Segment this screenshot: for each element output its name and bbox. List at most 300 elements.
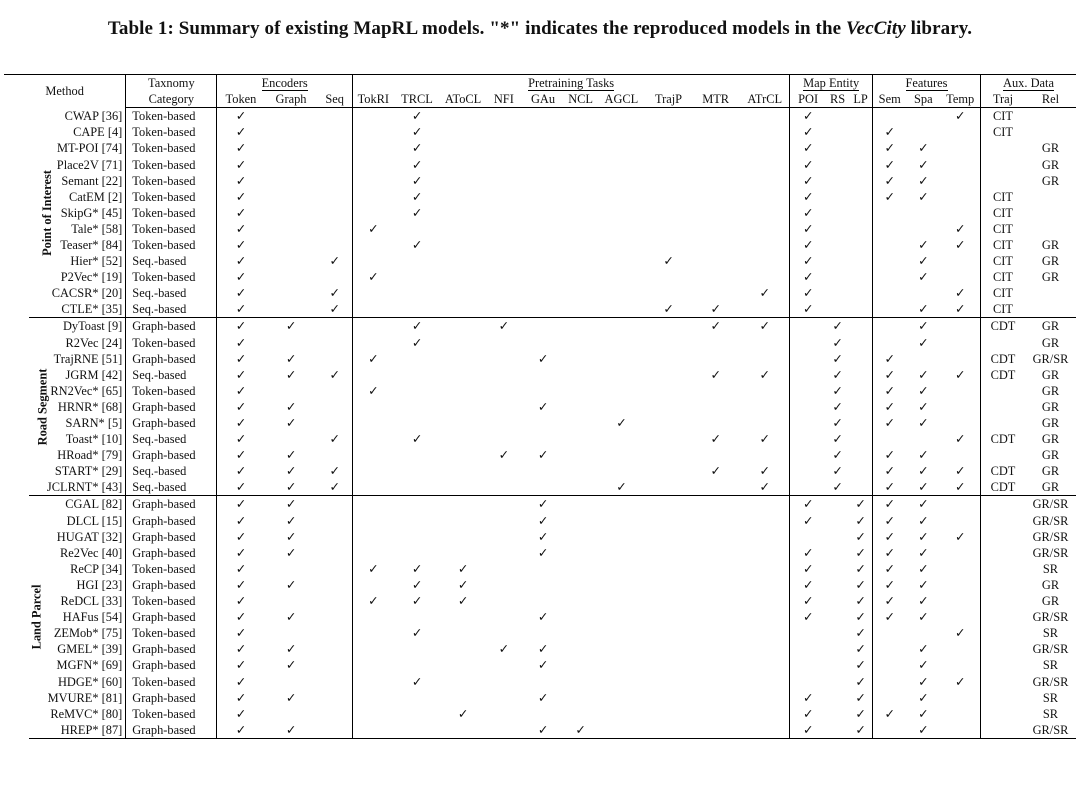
empty-cell [597,301,646,318]
check-mark-icon: ✓ [918,529,929,544]
empty-cell [740,706,790,722]
aux-rel-cell: GR/SR [1032,497,1069,512]
aux-rel-cell: GR [1041,254,1060,269]
empty-cell [394,657,441,673]
method-cell: DLCL [15] [29,513,125,529]
table-row [4,447,1076,463]
method-cell: MT-POI [74] [29,140,125,156]
empty-cell [646,706,692,722]
caption-suffix: library. [905,18,973,39]
empty-cell [486,415,522,431]
check-mark-icon: ✓ [918,448,929,463]
empty-cell [597,625,646,641]
aux-traj-cell [981,641,1025,657]
empty-cell [597,657,646,673]
header-group-map-entity: Map Entity [790,75,873,92]
aux-traj-cell: CDT [990,351,1016,366]
check-mark-icon: ✓ [235,205,247,220]
aux-rel-cell [1025,189,1076,205]
empty-cell [940,447,980,463]
empty-cell [826,593,849,609]
aux-traj-cell: CDT [990,464,1016,479]
empty-cell [691,108,740,125]
empty-cell [597,673,646,689]
empty-cell [317,593,352,609]
method-cell: ReMVC* [80] [29,706,125,722]
empty-cell [691,609,740,625]
check-mark-icon: ✓ [235,513,247,528]
empty-cell [740,415,790,431]
header-group-pretraining: Pretraining Tasks [352,75,789,92]
empty-cell [646,189,692,205]
empty-cell [826,173,849,189]
empty-cell [691,529,740,545]
check-mark-icon: ✓ [918,237,929,252]
check-mark-icon: ✓ [537,545,549,560]
empty-cell [906,285,940,301]
aux-rel-cell: GR/SR [1032,513,1069,528]
empty-cell [352,625,393,641]
category-cell: Token-based [126,221,217,237]
empty-cell [440,479,486,496]
empty-cell [352,415,393,431]
empty-cell [826,156,849,172]
empty-cell [646,673,692,689]
check-mark-icon: ✓ [802,189,814,204]
empty-cell [691,205,740,221]
check-mark-icon: ✓ [411,577,423,592]
empty-cell [564,706,597,722]
check-mark-icon: ✓ [802,157,814,172]
empty-cell [486,593,522,609]
check-mark-icon: ✓ [832,335,843,350]
category-cell: Token-based [126,205,217,221]
category-cell: Graph-based [126,657,217,673]
check-mark-icon: ✓ [537,658,549,673]
category-cell: Token-based [126,706,217,722]
check-mark-icon: ✓ [940,108,980,125]
table-row [4,351,1076,367]
empty-cell [265,253,318,269]
aux-rel-cell [1025,285,1076,301]
empty-cell [486,269,522,285]
check-mark-icon: ✓ [940,625,980,641]
check-mark-icon: ✓ [537,399,549,414]
empty-cell [826,221,849,237]
empty-cell [564,140,597,156]
empty-cell [440,335,486,351]
empty-cell [740,237,790,253]
empty-cell [522,124,564,140]
empty-cell [906,221,940,237]
method-cell: Place2V [71] [29,156,125,172]
empty-cell [646,479,692,496]
check-mark-icon: ✓ [235,141,247,156]
empty-cell [940,253,980,269]
empty-cell [394,690,441,706]
empty-cell [394,285,441,301]
header-taxonomy-line1: Taxnomy [126,75,217,92]
table-row [4,237,1076,253]
check-mark-icon: ✓ [740,431,790,447]
empty-cell [564,301,597,318]
empty-cell [317,140,352,156]
check-mark-icon: ✓ [411,157,423,172]
aux-rel-cell: GR [1041,157,1060,172]
check-mark-icon: ✓ [616,416,627,431]
empty-cell [597,706,646,722]
empty-cell [265,625,318,641]
check-mark-icon: ✓ [265,479,318,496]
empty-cell [940,593,980,609]
empty-cell [740,447,790,463]
empty-cell [646,269,692,285]
empty-cell [940,722,980,739]
empty-cell [691,189,740,205]
check-mark-icon: ✓ [802,125,814,140]
aux-rel-cell [1025,124,1076,140]
check-mark-icon: ✓ [849,609,872,625]
empty-cell [826,513,849,529]
aux-rel-cell: GR [1041,237,1060,252]
check-mark-icon: ✓ [918,658,929,673]
check-mark-icon: ✓ [884,141,895,156]
table-row [4,529,1076,545]
check-mark-icon: ✓ [832,464,843,479]
check-mark-icon: ✓ [285,399,297,414]
method-cell: CTLE* [35] [29,301,125,318]
empty-cell [522,285,564,301]
method-cell: CatEM [2] [29,189,125,205]
empty-cell [826,496,849,513]
table-header [4,75,1076,108]
empty-cell [646,124,692,140]
empty-cell [940,124,980,140]
check-mark-icon: ✓ [235,577,247,592]
empty-cell [352,690,393,706]
check-mark-icon: ✓ [235,529,247,544]
check-mark-icon: ✓ [802,577,814,592]
empty-cell [440,140,486,156]
empty-cell [522,253,564,269]
check-mark-icon: ✓ [884,157,895,172]
table-row [4,593,1076,609]
table-row [4,577,1076,593]
empty-cell [440,253,486,269]
empty-cell [646,108,692,125]
empty-cell [940,496,980,513]
empty-cell [522,367,564,383]
empty-cell [522,625,564,641]
method-cell: SkipG* [45] [29,205,125,221]
empty-cell [873,221,907,237]
check-mark-icon: ✓ [884,173,895,188]
check-mark-icon: ✓ [285,610,297,625]
empty-cell [691,383,740,399]
empty-cell [352,447,393,463]
table-row [4,285,1076,301]
category-cell: Graph-based [126,351,217,367]
check-mark-icon: ✓ [235,464,247,479]
empty-cell [440,399,486,415]
empty-cell [597,496,646,513]
empty-cell [317,577,352,593]
empty-cell [826,529,849,545]
empty-cell [873,690,907,706]
empty-cell [564,673,597,689]
check-mark-icon: ✓ [918,561,929,576]
empty-cell [564,351,597,367]
check-mark-icon: ✓ [457,577,469,592]
aux-rel-cell: GR [1041,367,1060,382]
empty-cell [486,545,522,561]
check-mark-icon: ✓ [285,319,297,334]
empty-cell [646,367,692,383]
aux-traj-cell [981,140,1025,156]
empty-cell [317,673,352,689]
aux-traj-cell: CIT [993,221,1013,236]
table-row [4,545,1076,561]
table-row [4,383,1076,399]
empty-cell [486,351,522,367]
empty-cell [486,625,522,641]
aux-traj-cell [981,609,1025,625]
empty-cell [394,415,441,431]
empty-cell [486,722,522,739]
aux-traj-cell [981,577,1025,593]
empty-cell [564,399,597,415]
category-cell: Graph-based [126,690,217,706]
empty-cell [265,383,318,399]
empty-cell [564,577,597,593]
empty-cell [849,383,872,399]
aux-traj-cell: CIT [993,125,1013,140]
empty-cell [564,690,597,706]
method-cell: HAFus [54] [29,609,125,625]
empty-cell [597,383,646,399]
check-mark-icon: ✓ [849,545,872,561]
aux-rel-cell: GR/SR [1025,722,1076,739]
empty-cell [849,205,872,221]
empty-cell [317,447,352,463]
empty-cell [849,108,872,125]
header-col-trcl: TRCL [394,91,441,108]
table-row [4,140,1076,156]
empty-cell [646,529,692,545]
empty-cell [564,625,597,641]
table-row [4,641,1076,657]
empty-cell [597,285,646,301]
empty-cell [440,545,486,561]
check-mark-icon: ✓ [832,319,843,334]
empty-cell [597,253,646,269]
empty-cell [265,140,318,156]
check-mark-icon: ✓ [884,399,895,414]
empty-cell [740,657,790,673]
category-cell: Graph-based [126,318,217,335]
empty-cell [317,335,352,351]
empty-cell [352,609,393,625]
category-cell: Token-based [126,625,217,641]
empty-cell [940,561,980,577]
check-mark-icon: ✓ [790,301,826,318]
category-cell: Graph-based [126,641,217,657]
check-mark-icon: ✓ [832,432,843,447]
check-mark-icon: ✓ [235,109,247,124]
empty-cell [522,173,564,189]
empty-cell [906,351,940,367]
method-cell: CAPE [4] [29,124,125,140]
check-mark-icon: ✓ [918,464,929,479]
method-cell: RN2Vec* [65] [29,383,125,399]
aux-traj-cell [981,173,1025,189]
empty-cell [440,513,486,529]
check-mark-icon: ✓ [368,383,379,398]
table-row [4,690,1076,706]
aux-rel-cell: GR [1041,448,1060,463]
empty-cell [940,318,980,335]
check-mark-icon: ✓ [918,706,929,721]
check-mark-icon: ✓ [235,221,247,236]
aux-traj-cell [981,657,1025,673]
check-mark-icon: ✓ [411,173,423,188]
empty-cell [597,221,646,237]
empty-cell [849,253,872,269]
empty-cell [440,189,486,205]
empty-cell [646,415,692,431]
empty-cell [906,124,940,140]
empty-cell [790,335,826,351]
category-cell: Graph-based [126,447,217,463]
check-mark-icon: ✓ [849,657,872,673]
check-mark-icon: ✓ [537,690,549,705]
check-mark-icon: ✓ [285,642,297,657]
empty-cell [440,529,486,545]
empty-cell [849,351,872,367]
empty-cell [317,269,352,285]
header-col-agcl: AGCL [597,91,646,108]
empty-cell [394,609,441,625]
empty-cell [486,221,522,237]
empty-cell [849,173,872,189]
empty-cell [564,156,597,172]
aux-rel-cell: SR [1042,658,1059,673]
empty-cell [564,189,597,205]
empty-cell [440,625,486,641]
empty-cell [646,237,692,253]
category-cell: Graph-based [126,609,217,625]
check-mark-icon: ✓ [849,673,872,689]
empty-cell [940,383,980,399]
summary-table [4,74,1076,739]
empty-cell [646,221,692,237]
empty-cell [646,657,692,673]
check-mark-icon: ✓ [522,722,564,739]
check-mark-icon: ✓ [265,722,318,739]
empty-cell [790,399,826,415]
empty-cell [597,335,646,351]
empty-cell [790,641,826,657]
check-mark-icon: ✓ [918,367,929,382]
empty-cell [352,285,393,301]
empty-cell [352,479,393,496]
check-mark-icon: ✓ [710,319,721,334]
check-mark-icon: ✓ [918,173,929,188]
empty-cell [394,496,441,513]
aux-rel-cell: GR [1025,479,1076,496]
empty-cell [352,673,393,689]
empty-cell [740,561,790,577]
empty-cell [740,301,790,318]
empty-cell [849,189,872,205]
empty-cell [522,156,564,172]
category-cell: Seq.-based [126,463,217,479]
check-mark-icon: ✓ [710,464,721,479]
empty-cell [317,641,352,657]
empty-cell [486,673,522,689]
empty-cell [352,124,393,140]
empty-cell [740,529,790,545]
empty-cell [317,496,352,513]
empty-cell [646,690,692,706]
empty-cell [317,221,352,237]
check-mark-icon: ✓ [411,189,423,204]
empty-cell [873,237,907,253]
empty-cell [317,108,352,125]
empty-cell [352,496,393,513]
check-mark-icon: ✓ [802,561,814,576]
empty-cell [790,318,826,335]
empty-cell [317,625,352,641]
check-mark-icon: ✓ [740,479,790,496]
empty-cell [394,301,441,318]
empty-cell [826,189,849,205]
table-row [4,706,1076,722]
empty-cell [486,561,522,577]
empty-cell [597,351,646,367]
header-col-seq: Seq [317,91,352,108]
empty-cell [440,237,486,253]
method-cell: ReCP [34] [29,561,125,577]
check-mark-icon: ✓ [918,270,929,285]
empty-cell [597,593,646,609]
check-mark-icon: ✓ [411,109,423,124]
check-mark-icon: ✓ [235,286,247,301]
check-mark-icon: ✓ [235,399,247,414]
check-mark-icon: ✓ [368,351,379,366]
empty-cell [597,367,646,383]
empty-cell [691,641,740,657]
check-mark-icon: ✓ [849,625,872,641]
empty-cell [940,690,980,706]
check-mark-icon: ✓ [918,513,929,528]
category-cell: Token-based [126,561,217,577]
aux-rel-cell: GR [1041,319,1060,334]
category-cell: Token-based [126,124,217,140]
empty-cell [849,301,872,318]
empty-cell [691,335,740,351]
category-cell: Seq.-based [126,479,217,496]
empty-cell [440,221,486,237]
empty-cell [564,383,597,399]
table-row [4,318,1076,335]
empty-cell [740,513,790,529]
check-mark-icon: ✓ [411,432,423,447]
empty-cell [597,318,646,335]
aux-traj-cell: CIT [993,254,1013,269]
empty-cell [940,513,980,529]
aux-traj-cell [981,706,1025,722]
